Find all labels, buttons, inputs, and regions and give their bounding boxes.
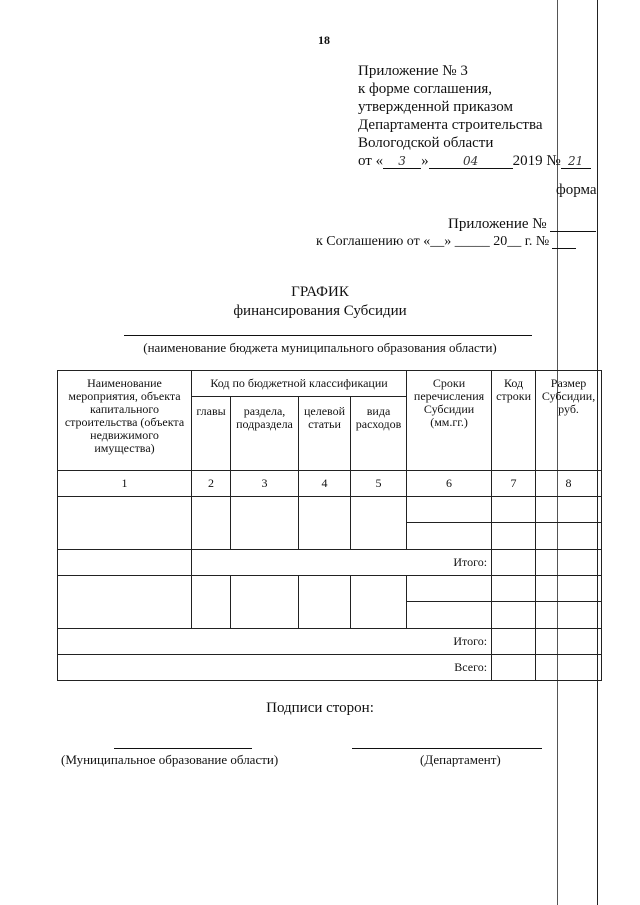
table-cell [192, 497, 231, 550]
table-cell [492, 497, 536, 523]
table-cell [536, 629, 602, 655]
header-razdela: раздела, подраздела [231, 397, 299, 471]
col-num-1: 1 [58, 471, 192, 497]
table-cell [351, 497, 407, 550]
appendix3-line4: Департамента строительства [358, 117, 543, 133]
table-cell [299, 576, 351, 629]
col-num-4: 4 [299, 471, 351, 497]
col-num-6: 6 [407, 471, 492, 497]
table-cell [492, 629, 536, 655]
appendix3-line1: Приложение № 3 [358, 63, 468, 79]
appendix3-block [358, 62, 591, 170]
date-mid: » [421, 153, 429, 169]
appendix3-line2: к форме соглашения, [358, 81, 493, 97]
date-prefix: от « [358, 153, 384, 169]
date-month: 04 [429, 155, 513, 169]
table-cell [58, 497, 192, 550]
table-cell [492, 602, 536, 629]
sign-line-municipal [114, 748, 252, 749]
table-cell [407, 576, 492, 602]
page-number: 18 [318, 33, 330, 47]
col-num-5: 5 [351, 471, 407, 497]
table-cell [536, 602, 602, 629]
itogo-label-2: Итого: [58, 629, 492, 655]
table-cell [351, 576, 407, 629]
budget-name-label: (наименование бюджета муниципального образования области) [143, 340, 497, 355]
table-cell [407, 497, 492, 523]
header-kod-stroki: Код строки [492, 371, 536, 471]
signatures-heading: Подписи сторон: [266, 700, 374, 716]
table-cell [192, 576, 231, 629]
appendix3-line3: утвержденной приказом [358, 99, 514, 115]
agreement-number-field [552, 235, 576, 249]
table-cell [299, 497, 351, 550]
vsego-label: Всего: [58, 655, 492, 681]
header-code-group: Код по бюджетной классификации [192, 371, 407, 397]
table-cell [536, 576, 602, 602]
table-cell [536, 550, 602, 576]
header-razmer: Размер Субсидии, руб. [536, 371, 602, 471]
itogo-label-1: Итого: [192, 550, 492, 576]
table-cell [231, 497, 299, 550]
col-num-3: 3 [231, 471, 299, 497]
col-num-2: 2 [192, 471, 231, 497]
table-cell [536, 497, 602, 523]
sign-line-department [352, 748, 542, 749]
table-cell [58, 576, 192, 629]
table-cell [407, 602, 492, 629]
title-subtitle: финансирования Субсидии [233, 303, 407, 319]
title-grafik: ГРАФИК [291, 284, 349, 300]
header-vida: вида расходов [351, 397, 407, 471]
header-celevoy: целевой статьи [299, 397, 351, 471]
date-number: 21 [561, 155, 591, 169]
header-glavy: главы [192, 397, 231, 471]
appendix3-date-line [358, 152, 591, 170]
sign-label-department: (Департамент) [420, 752, 501, 767]
forma-label: форма [556, 182, 597, 198]
table-cell [492, 576, 536, 602]
table-cell [492, 655, 536, 681]
table-cell [536, 655, 602, 681]
sign-label-municipal: (Муниципальное образование области) [61, 752, 279, 767]
date-year: 2019 № [512, 153, 561, 169]
header-sroki: Сроки перечисления Субсидии (мм.гг.) [407, 371, 492, 471]
agreement-line [316, 234, 576, 250]
budget-name-line [124, 335, 532, 336]
table-cell [536, 523, 602, 550]
appendix-blank-field [550, 218, 596, 232]
agreement-text: к Соглашению от «__» _____ 20__ г. № [316, 234, 550, 249]
appendix3-line5: Вологодской области [358, 135, 494, 151]
appendix-blank-label: Приложение № [448, 216, 547, 232]
col-num-7: 7 [492, 471, 536, 497]
table-cell [492, 523, 536, 550]
table-cell [492, 550, 536, 576]
financing-schedule-table [57, 370, 602, 681]
table-cell [407, 523, 492, 550]
date-day: 3 [383, 155, 421, 169]
table-cell [58, 550, 192, 576]
col-num-8: 8 [536, 471, 602, 497]
appendix-blank [448, 216, 596, 233]
table-cell [231, 576, 299, 629]
header-name: Наименование мероприятия, объекта капитального строительства (объекта недвижимого имущества) [58, 371, 192, 471]
